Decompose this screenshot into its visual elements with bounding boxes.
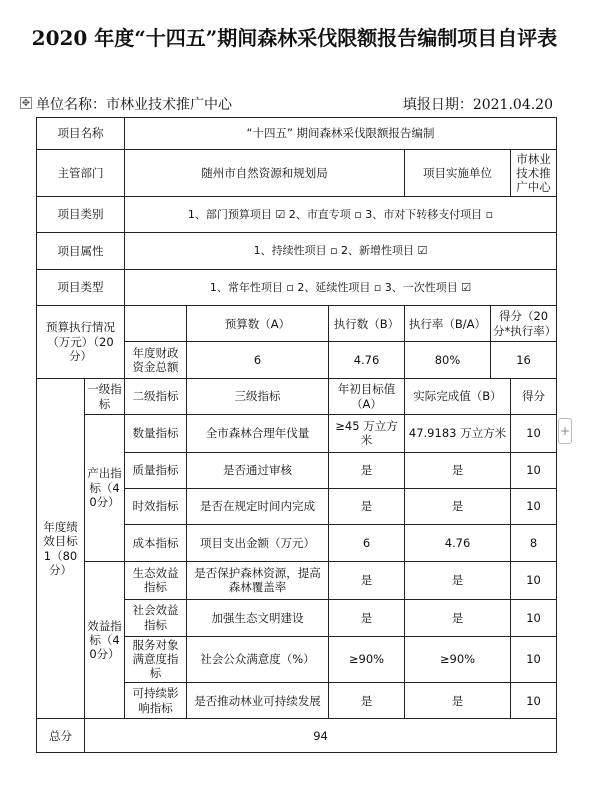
perf-row-score: 10 — [511, 636, 557, 683]
impl-label: 项目实施单位 — [405, 150, 511, 197]
perf-row-l2: 成本指标 — [125, 525, 187, 561]
attr-label: 项目属性 — [37, 233, 125, 269]
perf-h-l1: 一级指标 — [85, 378, 125, 414]
perf-h-actual: 实际完成值（B） — [405, 378, 511, 414]
perf-row-target: 是 — [329, 452, 405, 488]
perf-row-l3: 项目支出金额（万元） — [187, 525, 329, 561]
perf-row-l2: 生态效益指标 — [125, 561, 187, 599]
perf-row-target: 是 — [329, 683, 405, 719]
perf-row-actual: ≥90% — [405, 636, 511, 683]
add-plus-icon[interactable]: + — [558, 418, 572, 444]
rate-value: 80% — [405, 342, 491, 378]
perf-row-l2: 可持续影响指标 — [125, 683, 187, 719]
budget-col-score: 得分（20 分*执行率） — [491, 306, 557, 342]
perf-row-target: 是 — [329, 561, 405, 599]
unit-name-label: 单位名称：市林业技术推广中心 — [36, 97, 232, 113]
perf-row-l3: 加强生态文明建设 — [187, 600, 329, 636]
project-name-label: 项目名称 — [37, 118, 125, 150]
perf-row-score: 10 — [511, 561, 557, 599]
budget-blank-header — [125, 306, 187, 342]
perf-row-actual: 是 — [405, 600, 511, 636]
budget-value: 6 — [187, 342, 329, 378]
table-move-handle-icon[interactable]: ✥ — [21, 98, 31, 109]
perf-h-score: 得分 — [511, 378, 557, 414]
type-label: 项目类型 — [37, 269, 125, 305]
perf-row-score: 10 — [511, 415, 557, 452]
perf-group-label: 年度绩效目标 1（80分） — [37, 378, 85, 719]
output-indicator-label: 产出指标（40分） — [85, 415, 125, 562]
perf-row-actual: 是 — [405, 488, 511, 524]
perf-row-target: 6 — [329, 525, 405, 561]
exec-value: 4.76 — [329, 342, 405, 378]
perf-row-l3: 是否推动林业可持续发展 — [187, 683, 329, 719]
perf-row-l2: 数量指标 — [125, 415, 187, 452]
benefit-indicator-label: 效益指标（40分） — [85, 561, 125, 719]
budget-row-label: 年度财政资金总额 — [125, 342, 187, 378]
dept-label: 主管部门 — [37, 150, 125, 197]
perf-row-target: 是 — [329, 488, 405, 524]
total-value: 94 — [85, 719, 557, 753]
perf-h-target: 年初目标值（A） — [329, 378, 405, 414]
impl-value: 市林业技术推广中心 — [511, 150, 557, 197]
attr-options: 1、持续性项目 ▫ 2、新增性项目 ☑ — [125, 233, 557, 269]
perf-row-target: ≥90% — [329, 636, 405, 683]
category-label: 项目类别 — [37, 196, 125, 232]
perf-h-l2: 二级指标 — [125, 378, 187, 414]
perf-row-target: ≥45 万立方米 — [329, 415, 405, 452]
perf-row-actual: 是 — [405, 683, 511, 719]
budget-label: 预算执行情况（万元）（20 分） — [37, 306, 125, 379]
category-options: 1、部门预算项目 ☑ 2、市直专项 ▫ 3、市对下转移支付项目 ▫ — [125, 196, 557, 232]
perf-row-score: 10 — [511, 452, 557, 488]
evaluation-table — [36, 117, 557, 753]
page-title: 2020 年度“十四五”期间森林采伐限额报告编制项目自评表 — [31, 26, 558, 50]
perf-row-l2: 质量指标 — [125, 452, 187, 488]
perf-row-l2: 时效指标 — [125, 488, 187, 524]
perf-row-score: 10 — [511, 600, 557, 636]
budget-col-rate: 执行率（B/A） — [405, 306, 491, 342]
perf-row-l3: 全市森林合理年伐量 — [187, 415, 329, 452]
perf-row-actual: 47.9183 万立方米 — [405, 415, 511, 452]
perf-row-actual: 4.76 — [405, 525, 511, 561]
perf-row-l3: 是否保护森林资源，提高森林覆盖率 — [187, 561, 329, 599]
perf-h-l3: 三级指标 — [187, 378, 329, 414]
perf-row-l3: 是否在规定时间内完成 — [187, 488, 329, 524]
perf-row-l3: 社会公众满意度（%） — [187, 636, 329, 683]
perf-row-score: 10 — [511, 488, 557, 524]
budget-col-budget: 预算数（A） — [187, 306, 329, 342]
perf-row-score: 8 — [511, 525, 557, 561]
perf-row-l2: 服务对象满意度指标 — [125, 636, 187, 683]
total-label: 总分 — [37, 719, 85, 753]
type-options: 1、常年性项目 ▫ 2、延续性项目 ▫ 3、一次性项目 ☑ — [125, 269, 557, 305]
budget-score-value: 16 — [491, 342, 557, 378]
perf-row-score: 10 — [511, 683, 557, 719]
perf-row-actual: 是 — [405, 561, 511, 599]
perf-row-actual: 是 — [405, 452, 511, 488]
fill-date-label: 填报日期：2021.04.20 — [402, 97, 553, 113]
perf-row-l3: 是否通过审核 — [187, 452, 329, 488]
project-name-value: “十四五” 期间森林采伐限额报告编制 — [125, 118, 557, 150]
perf-row-l2: 社会效益指标 — [125, 600, 187, 636]
budget-col-exec: 执行数（B） — [329, 306, 405, 342]
dept-value: 随州市自然资源和规划局 — [125, 150, 405, 197]
perf-row-target: 是 — [329, 600, 405, 636]
